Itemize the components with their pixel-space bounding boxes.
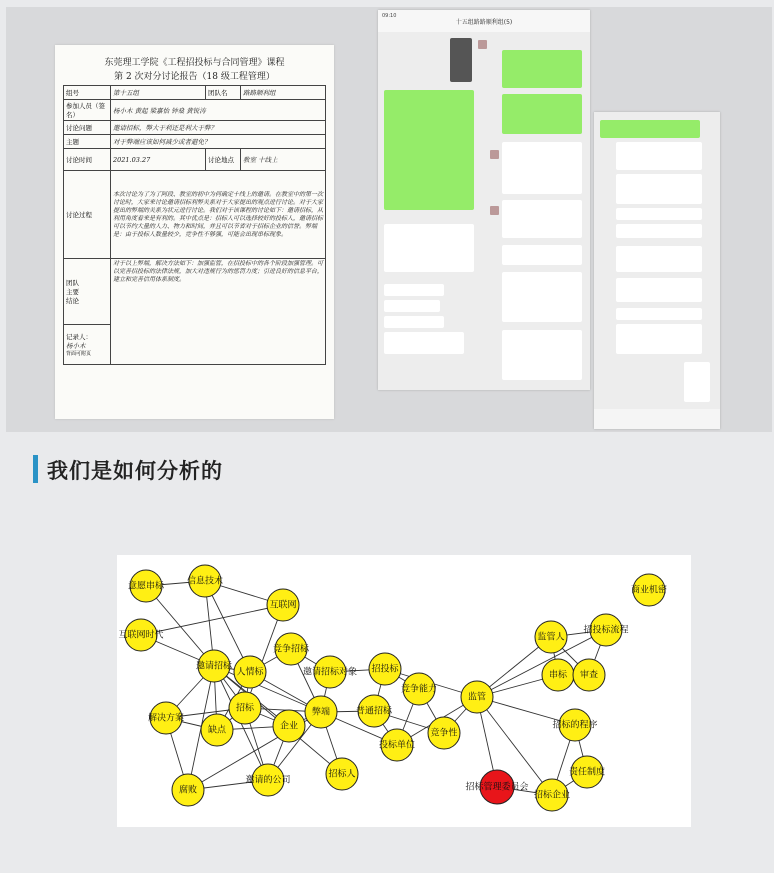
graph-node-label: 意愿串标 [127,581,165,592]
chat-bubble [502,200,582,238]
graph-node-label: 招标人 [328,769,356,780]
report-table [63,85,326,365]
chat-screenshot-right [594,112,720,429]
chat-bubble [616,324,702,354]
chat-bubble [502,94,582,134]
graph-node [552,709,597,741]
graph-node [267,589,299,621]
graph-node-label: 邀请的公司 [245,775,291,786]
chat-bubble [616,142,702,170]
graph-node [569,756,605,788]
report-title-line1: 东莞理工学院《工程招投标与合同管理》课程 [104,58,285,68]
concept-network-diagram [117,555,691,827]
graph-node-label: 互联网 [269,600,297,611]
graph-node-label: 责任制度 [568,767,606,778]
graph-node-label: 企业 [279,721,299,732]
participants-label: 参加人员（签名） [64,100,111,121]
summary-label-1: 团队 [66,279,79,287]
chat-bubble [384,332,464,354]
image-message [450,38,472,82]
graph-node-label: 竞争能力 [400,684,438,695]
chat-bubble [502,142,582,194]
chat-bubble [616,246,702,272]
image-message [684,362,710,402]
graph-node [461,681,493,713]
question-value: 邀请招标，弊大于利还是利大于弊？ [111,121,326,135]
graph-node-label: 审查 [579,670,599,681]
avatar [478,40,487,49]
chat-bubble [384,224,474,272]
graph-node [535,621,567,653]
graph-node-label: 信息技术 [186,576,224,587]
graph-node-label: 互联网时代 [118,630,164,641]
graph-node [428,717,460,749]
chat-bubble [502,50,582,88]
chat-screenshot-left [378,10,590,390]
summary-label-3: 结论 [66,297,79,305]
recorder-cell [64,325,111,365]
chat-bubble [502,330,582,380]
graph-node [245,764,290,796]
graph-node-label: 解决方案 [147,713,185,724]
upload-label: 背面可附页 [66,351,92,357]
place-value: 教室 十线上 [241,149,326,171]
graph-node [187,565,223,597]
question-label: 讨论问题 [64,121,111,135]
graph-node [465,770,528,804]
graph-node [534,779,570,811]
chat-bubble [502,245,582,265]
graph-node-label: 人情标 [236,667,264,678]
graph-node-label: 邀请招标对象 [302,667,358,678]
graph-node-label: 招标管理委员会 [465,782,529,793]
place-label: 讨论地点 [206,149,241,171]
graph-node [201,714,233,746]
graph-node [229,692,261,724]
chat-bubble [616,224,702,238]
graph-node-label: 邀请招标 [195,661,233,672]
time-value: 2021.03.27 [111,149,206,171]
graph-node [326,758,358,790]
summary-text: 对于以上弊端，解决方法如下：加强监管，在招投标中的各个阶段加强管理。可以完善招投标的法律法规，加大对违规行为的惩罚力度；引进良好的信息平台，建立和完善信用体系制度。 [111,259,326,365]
graph-node-label: 腐败 [178,785,198,796]
graph-node [273,633,310,665]
chat-bubble [384,284,444,296]
process-label: 讨论过程 [64,171,111,259]
graph-node [305,696,337,728]
graph-node [369,653,401,685]
graph-node-label: 串标 [548,670,568,681]
topic-label: 主题 [64,135,111,149]
graph-node-label: 招标企业 [533,790,571,801]
graph-node-label: 竞争性 [430,728,458,739]
team-value: 路路顺利组 [241,86,326,100]
chat-bubble [384,316,444,328]
network-svg [117,555,691,827]
graph-node-label: 监管人 [537,632,565,643]
chat-input-bar[interactable] [594,409,720,429]
chat-bubble [384,90,474,210]
chat-bubble [616,278,702,302]
graph-node-label: 招投标流程 [583,625,629,636]
graph-node [583,614,628,646]
section-heading: 我们是如何分析的 [47,459,223,483]
graph-node-label: 监管 [467,692,487,703]
graph-node [118,619,163,651]
chat-time: 09:10 [382,13,397,19]
graph-node-label: 投标单位 [378,740,416,751]
recorder-label: 记录人： [66,333,92,341]
discussion-report-scan [55,45,334,419]
chat-bubble [616,308,702,320]
graph-node-label: 招投标 [371,664,399,675]
chat-bubble [502,272,582,322]
chat-header: 十五组路路顺利组(5) [378,10,590,32]
graph-node [379,729,415,761]
report-title-line2: 第 2 次对分讨论报告（18 级工程管理） [114,72,275,82]
graph-node [573,659,605,691]
graph-node-label: 竞争招标 [272,644,310,655]
chat-bubble [616,174,702,204]
graph-node-label: 普通招标 [355,706,393,717]
summary-label [64,259,111,325]
graph-node [148,702,184,734]
time-label: 讨论时间 [64,149,111,171]
participants-value: 杨小木 黄起 梁嘉怡 钟燊 黄锐涛 [111,100,326,121]
process-text: 本次讨论为了为了阿段、教室的初中为何确定十线上的邀请。在教室中的第一次讨论时，大家来讨论邀请招标利弊关系对于大家提出的观点进行讨论。对于大家提出的弊端的关系为状元进行讨论。我们对于该课程的讨论如下：邀请招标，从利用角度看来是有利的。其中优点是：招标人可以选择较好的投标人，邀请招标可以节约大量的人力、物力和时间，并且可以节省对于招标企业的信誉。弊端是：由于投标人数量较少，竞争性不够强，可能会出现串标现象。 [111,171,326,259]
graph-node [234,656,266,688]
graph-node [401,673,437,705]
chat-bubble [384,300,440,312]
graph-node-label: 缺点 [207,725,227,736]
heading-accent-bar [33,455,38,483]
graph-node [128,570,165,602]
group-label: 组号 [64,86,111,100]
graph-node [631,574,667,606]
recorder-value: 杨小木 [66,342,86,350]
graph-node [172,774,204,806]
screenshot-collage [6,7,772,432]
group-value: 第十五组 [111,86,206,100]
graph-node [273,710,305,742]
graph-node-label: 商业机密 [630,585,668,596]
graph-node-label: 招标 [235,703,255,714]
graph-node [542,659,574,691]
graph-node-label: 弊端 [311,707,331,718]
graph-node [356,695,393,727]
avatar [490,206,499,215]
topic-value: 对于弊端应该如何减少或者避免？ [111,135,326,149]
summary-label-2: 主要 [66,288,79,296]
avatar [490,150,499,159]
chat-bubble [616,208,702,220]
team-label: 团队名 [206,86,241,100]
chat-bubble [600,120,700,138]
graph-node-label: 招标的程序 [552,720,598,731]
